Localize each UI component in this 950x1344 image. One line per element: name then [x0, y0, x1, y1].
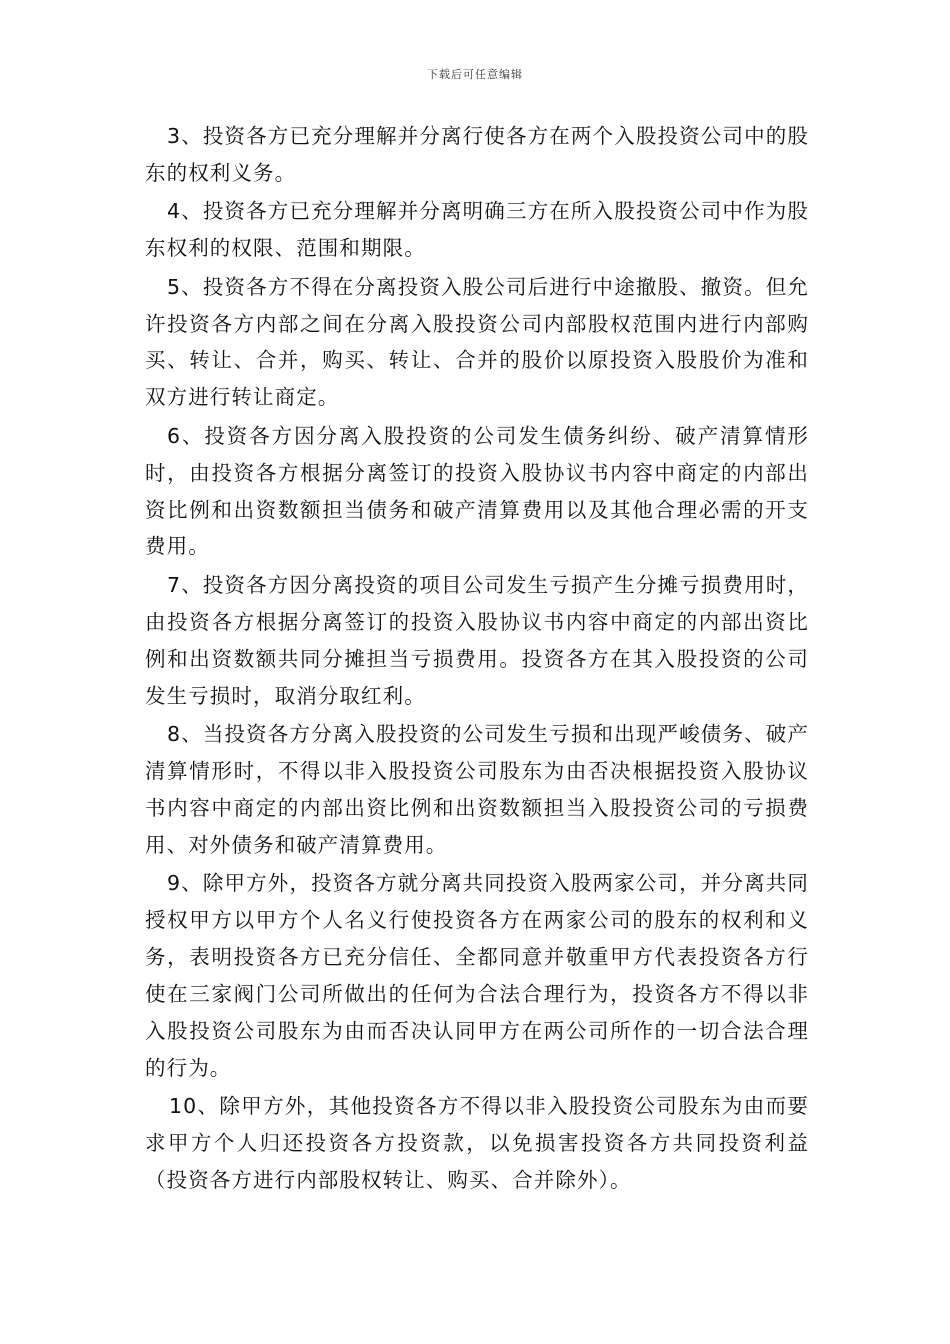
document-body	[145, 118, 809, 1200]
header-note: 下载后可任意编辑	[427, 68, 523, 81]
clause-10: 10、除甲方外，其他投资各方不得以非入股投资公司股东为由而要求甲方个人归还投资各方投资款，以免损害投资各方共同投资利益（投资各方进行内部股权转让、购买、合并除外）。	[145, 1094, 809, 1192]
clause-4: 4、投资各方已充分理解并分离明确三方在所入股投资公司中作为股东权利的权限、范围和期限。	[145, 199, 809, 261]
clause-6: 6、投资各方因分离入股投资的公司发生债务纠纷、破产清算情形时，由投资各方根据分离签订的投资入股协议书内容中商定的内部出资比例和出资数额担当债务和破产清算费用以及其他合理必需的开支费用。	[145, 423, 809, 559]
clause-5: 5、投资各方不得在分离投资入股公司后进行中途撤股、撤资。但允许投资各方内部之间在分离入股投资公司内部股权范围内进行内部购买、转让、合并，购买、转让、合并的股价以原投资入股股价为准和双方进行转让商定。	[145, 274, 809, 410]
clause-3: 3、投资各方已充分理解并分离行使各方在两个入股投资公司中的股东的权利义务。	[145, 124, 809, 185]
clause-7: 7、投资各方因分离投资的项目公司发生亏损产生分摊亏损费用时，由投资各方根据分离签订的投资入股协议书内容中商定的内部出资比例和出资数额共同分摊担当亏损费用。投资各方在其入股投资的公司发生亏损时，取消分取红利。	[145, 572, 809, 708]
clause-9: 9、除甲方外，投资各方就分离共同投资入股两家公司，并分离共同授权甲方以甲方个人名义行使投资各方在两家公司的股东的权利和义务，表明投资各方已充分信任、全都同意并敬重甲方代表投资各方行使在三家阀门公司所做出的任何为合法合理行为，投资各方不得以非入股投资公司股东为由而否决认同甲方在两公司所作的一切合法合理的行为。	[145, 871, 809, 1080]
clause-8: 8、当投资各方分离入股投资的公司发生亏损和出现严峻债务、破产清算情形时，不得以非入股投资公司股东为由否决根据投资入股协议书内容中商定的内部出资比例和出资数额担当入股投资公司的亏损费用、对外债务和破产清算费用。	[145, 722, 809, 857]
